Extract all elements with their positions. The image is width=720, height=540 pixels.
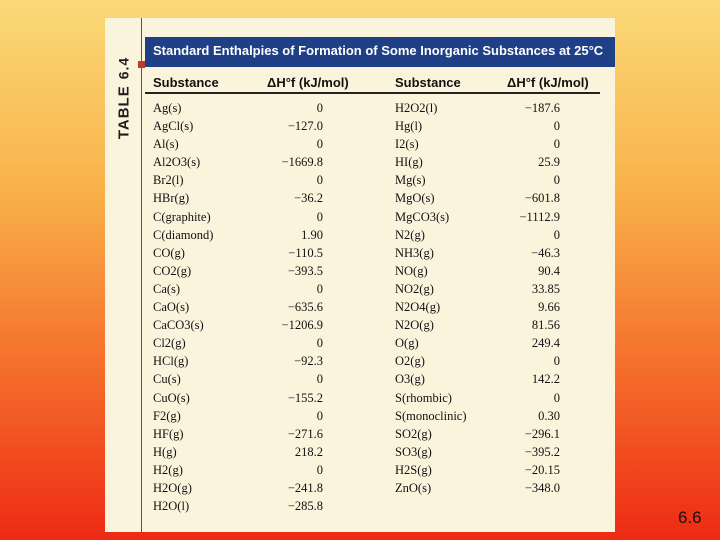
- table-row: [145, 281, 615, 299]
- enthalpy-right-cell: −46.3: [531, 245, 560, 260]
- substance-left-cell: F2(g): [153, 408, 181, 423]
- substance-left-cell: HCl(g): [153, 354, 189, 369]
- table-row: [145, 263, 615, 281]
- enthalpy-left-cell: 0: [316, 336, 323, 351]
- enthalpy-left-cell: 0: [316, 408, 323, 423]
- table-number: 6.4: [115, 56, 132, 80]
- substance-right-cell: NH3(g): [395, 245, 434, 260]
- substance-left-cell: CuO(s): [153, 390, 190, 405]
- table-row: [145, 154, 615, 172]
- table-row: [145, 426, 615, 444]
- substance-left-cell: HF(g): [153, 426, 184, 441]
- substance-right-cell: O2(g): [395, 354, 425, 369]
- substance-right-cell: Hg(l): [395, 119, 423, 134]
- substance-right-cell: NO(g): [395, 263, 428, 278]
- table-row: [145, 209, 615, 227]
- side-divider: [141, 18, 142, 532]
- substance-left-cell: HBr(g): [153, 191, 190, 206]
- enthalpy-left-cell: −635.6: [287, 300, 323, 315]
- substance-right-cell: MgO(s): [395, 191, 435, 206]
- enthalpy-right-cell: 0.30: [538, 408, 560, 423]
- enthalpy-right-cell: −601.8: [524, 191, 560, 206]
- substance-left-cell: Cu(s): [153, 372, 181, 387]
- table-row: [145, 371, 615, 389]
- enthalpy-left-cell: −127.0: [287, 119, 323, 134]
- substance-left-cell: AgCl(s): [153, 119, 194, 134]
- table-row: [145, 408, 615, 426]
- substance-left-cell: H2(g): [153, 462, 183, 477]
- substance-right-cell: N2O(g): [395, 318, 434, 333]
- table-label-word: TABLE: [115, 85, 133, 140]
- enthalpy-left-cell: −1206.9: [281, 318, 323, 333]
- table-row: [145, 245, 615, 263]
- substance-left-cell: CaO(s): [153, 300, 190, 315]
- enthalpy-left-cell: 0: [316, 137, 323, 152]
- enthalpy-left-cell: 0: [316, 101, 323, 115]
- table-header-row: [145, 72, 615, 94]
- substance-right-cell: H2S(g): [395, 462, 432, 477]
- substance-right-cell: O3(g): [395, 372, 425, 387]
- enthalpy-right-cell: 0: [553, 137, 560, 152]
- substance-left-cell: C(graphite): [153, 209, 211, 224]
- enthalpy-right-cell: 249.4: [531, 336, 560, 351]
- table-row: [145, 335, 615, 353]
- enthalpy-left-cell: −110.5: [288, 245, 323, 260]
- enthalpy-left-cell: 0: [316, 281, 323, 296]
- enthalpy-right-cell: 81.56: [531, 318, 560, 333]
- enthalpy-right-cell: −187.6: [524, 101, 560, 115]
- substance-left-cell: Ca(s): [153, 281, 181, 296]
- substance-right-cell: S(rhombic): [395, 390, 452, 405]
- substance-right-cell: SO2(g): [395, 426, 432, 441]
- enthalpy-left-cell: 1.90: [301, 227, 323, 242]
- table-row: [145, 444, 615, 462]
- table-row: [145, 190, 615, 208]
- side-marker: [138, 61, 145, 68]
- substance-left-cell: CO(g): [153, 245, 185, 260]
- table-label: [116, 57, 133, 139]
- substance-right-cell: I2(s): [395, 137, 419, 152]
- enthalpy-right-cell: 90.4: [538, 263, 560, 278]
- enthalpy-right-cell: 0: [553, 119, 560, 134]
- enthalpy-right-cell: 33.85: [531, 281, 560, 296]
- enthalpy-left-cell: −36.2: [294, 191, 323, 206]
- table-body: [145, 100, 615, 516]
- enthalpy-right-cell: 9.66: [538, 300, 560, 315]
- header-substance-right: Substance: [395, 75, 461, 90]
- enthalpy-right-cell: −296.1: [524, 426, 560, 441]
- substance-left-cell: Cl2(g): [153, 336, 186, 351]
- table-row: [145, 136, 615, 154]
- substance-right-cell: N2(g): [395, 227, 425, 242]
- header-substance-left: Substance: [153, 75, 219, 90]
- table-row: [145, 100, 615, 118]
- slide-number: 6.6: [678, 508, 702, 527]
- substance-left-cell: Ag(s): [153, 101, 182, 115]
- enthalpy-left-cell: −155.2: [287, 390, 323, 405]
- enthalpy-right-cell: −348.0: [524, 480, 560, 495]
- table-row: [145, 462, 615, 480]
- table-side-tag: [105, 18, 143, 532]
- enthalpy-right-cell: 142.2: [531, 372, 560, 387]
- header-divider: [145, 92, 600, 94]
- substance-right-cell: H2O2(l): [395, 101, 438, 115]
- enthalpy-left-cell: 0: [316, 209, 323, 224]
- enthalpy-right-cell: −395.2: [524, 444, 560, 459]
- enthalpy-right-cell: 0: [553, 354, 560, 369]
- table-row: [145, 172, 615, 190]
- enthalpy-right-cell: 0: [553, 390, 560, 405]
- enthalpy-left-cell: −271.6: [287, 426, 323, 441]
- table-card: [105, 18, 615, 532]
- substance-right-cell: MgCO3(s): [395, 209, 450, 224]
- table-row: [145, 118, 615, 136]
- header-enthalpy-left: ΔH°f (kJ/mol): [267, 75, 349, 90]
- header-enthalpy-right: ΔH°f (kJ/mol): [507, 75, 589, 90]
- substance-left-cell: H2O(g): [153, 480, 192, 495]
- substance-right-cell: S(monoclinic): [395, 408, 467, 423]
- enthalpy-left-cell: 0: [316, 372, 323, 387]
- enthalpy-left-cell: −241.8: [287, 480, 323, 495]
- substance-right-cell: NO2(g): [395, 281, 434, 296]
- enthalpy-left-cell: −285.8: [287, 499, 323, 514]
- substance-left-cell: CO2(g): [153, 263, 192, 278]
- substance-left-cell: Br2(l): [153, 173, 184, 188]
- table-row: [145, 353, 615, 371]
- enthalpy-right-cell: 0: [553, 173, 560, 188]
- enthalpy-left-cell: 218.2: [294, 444, 323, 459]
- substance-left-cell: CaCO3(s): [153, 318, 204, 333]
- substance-right-cell: Mg(s): [395, 173, 426, 188]
- table-title: Standard Enthalpies of Formation of Some Inorganic Substances at 25°C: [153, 43, 604, 58]
- substance-left-cell: H(g): [153, 444, 177, 459]
- enthalpy-left-cell: 0: [316, 173, 323, 188]
- substance-right-cell: ZnO(s): [395, 480, 432, 495]
- table-row: [145, 227, 615, 245]
- enthalpy-right-cell: 25.9: [538, 155, 560, 170]
- table-row: [145, 299, 615, 317]
- enthalpy-left-cell: 0: [316, 462, 323, 477]
- enthalpy-left-cell: −1669.8: [281, 155, 323, 170]
- substance-right-cell: SO3(g): [395, 444, 432, 459]
- substance-right-cell: N2O4(g): [395, 300, 441, 315]
- enthalpy-left-cell: −92.3: [294, 354, 323, 369]
- enthalpy-right-cell: −20.15: [524, 462, 560, 477]
- substance-left-cell: Al(s): [153, 137, 179, 152]
- substance-left-cell: Al2O3(s): [153, 155, 201, 170]
- enthalpy-left-cell: −393.5: [287, 263, 323, 278]
- substance-left-cell: C(diamond): [153, 227, 214, 242]
- enthalpy-right-cell: −1112.9: [519, 209, 560, 224]
- enthalpy-right-cell: 0: [553, 227, 560, 242]
- table-row: [145, 480, 615, 498]
- table-row: [145, 390, 615, 408]
- table-title-bar: [145, 37, 615, 67]
- substance-right-cell: O(g): [395, 336, 419, 351]
- substance-left-cell: H2O(l): [153, 499, 190, 514]
- table-row: [145, 317, 615, 335]
- substance-right-cell: HI(g): [395, 155, 423, 170]
- table-row: [145, 498, 615, 516]
